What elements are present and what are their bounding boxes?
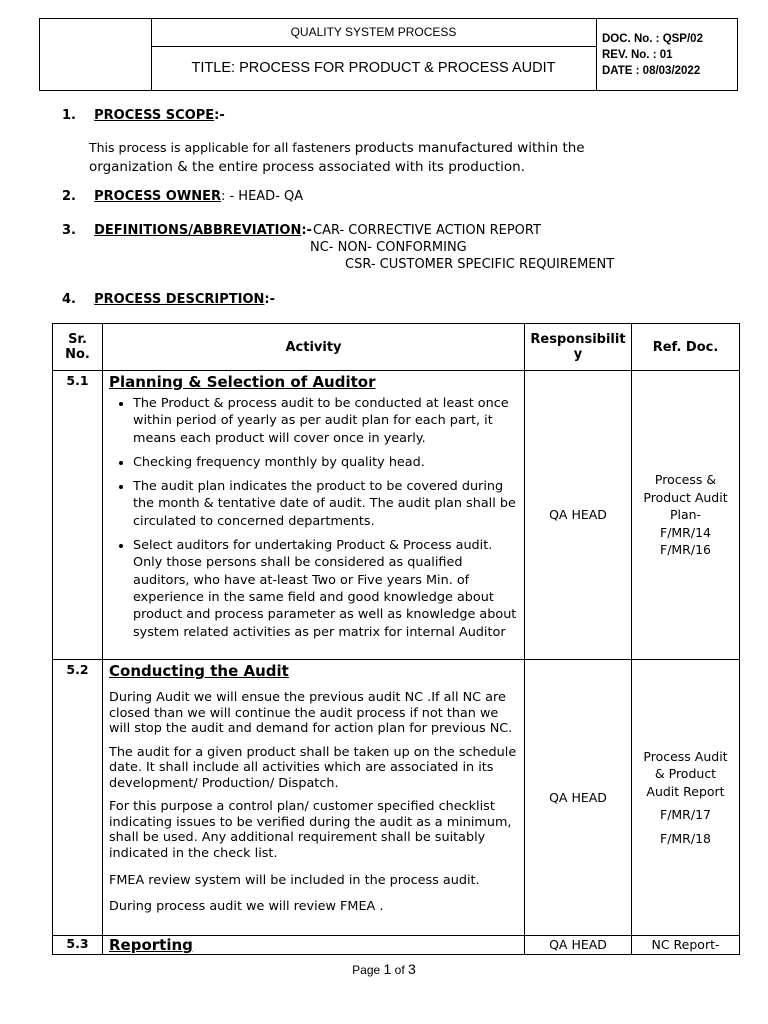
definition-csr: CSR- CUSTOMER SPECIFIC REQUIREMENT xyxy=(345,257,615,272)
header-sr-no: Sr. No. xyxy=(53,324,103,371)
list-item: • The audit plan indicates the product to be covered during the month & tentative date of audit. The audit plan shall be circulated to concerned departments. xyxy=(133,478,518,530)
row-ref-doc: NC Report- xyxy=(632,936,740,955)
row-ref-doc: Process & Product Audit Plan- F/MR/14 F/MR/16 xyxy=(632,371,740,660)
document-date: DATE : 08/03/2022 xyxy=(602,65,701,77)
activity-title: Planning & Selection of Auditor xyxy=(109,373,376,391)
table-row xyxy=(53,936,740,955)
activity-paragraph: FMEA review system will be included in the process audit. xyxy=(109,873,480,888)
activity-paragraph: The audit for a given product shall be taken up on the schedule date. It shall include all activities which are associated in its development/ Production/ Dispatch. xyxy=(109,744,517,791)
row-sr: 5.3 xyxy=(53,936,103,955)
doc-info xyxy=(602,31,703,79)
activity-paragraph: During Audit we will ensue the previous audit NC .If all NC are closed than we will continue the audit process if not than we will stop the audit and demand for action plan for previous NC. xyxy=(109,690,513,736)
table-header-row xyxy=(53,324,740,371)
row-sr: 5.1 xyxy=(53,371,103,660)
section-1-text: This process is applicable for all fasteners products manufactured within the organization & the entire process associated with its production. xyxy=(89,140,585,175)
list-item: • The Product & process audit to be conducted at least once within period of yearly as per audit plan for each part, it means each product will cover once in yearly. xyxy=(133,395,518,447)
section-4-title: PROCESS DESCRIPTION xyxy=(94,292,265,307)
activity-title: Conducting the Audit xyxy=(109,662,289,680)
section-2-title: PROCESS OWNER xyxy=(94,189,221,204)
page-footer: Page 1 of 3 xyxy=(352,961,416,977)
activity-bullets xyxy=(109,395,518,641)
table-row xyxy=(53,371,740,660)
row-activity xyxy=(103,936,525,955)
process-table xyxy=(52,323,740,955)
row-responsibility: QA HEAD xyxy=(525,371,632,660)
row-activity xyxy=(103,660,525,936)
list-item: • Select auditors for undertaking Product & Process audit. Only those persons shall be considered as qualified auditors, who have at-least Two or Five years Min. of experience in the same field and good knowledge about product and process parameter as well as knowledge about system related activities as per matrix for internal Auditor xyxy=(133,537,518,641)
row-responsibility: QA HEAD xyxy=(525,936,632,955)
section-1-heading: 1. PROCESS SCOPE:- xyxy=(62,108,225,123)
page-number: 1 xyxy=(383,961,392,977)
activity-paragraph: During process audit we will review FMEA . xyxy=(109,898,384,914)
activity-title: Reporting xyxy=(109,936,193,954)
section-3-title: DEFINITIONS/ABBREVIATION xyxy=(94,223,302,238)
header-title-cell xyxy=(151,19,597,90)
row-activity xyxy=(103,371,525,660)
header-activity: Activity xyxy=(103,324,525,371)
page-total: 3 xyxy=(408,961,416,977)
section-1-title: PROCESS SCOPE xyxy=(94,108,215,123)
section-3-heading: 3. DEFINITIONS/ABBREVIATION:- xyxy=(62,223,312,238)
document-title: TITLE: PROCESS FOR PRODUCT & PROCESS AUDIT xyxy=(191,60,556,76)
document-header xyxy=(39,18,738,91)
list-item: • Checking frequency monthly by quality head. xyxy=(133,454,518,471)
quality-system-title: QUALITY SYSTEM PROCESS xyxy=(151,19,596,47)
logo-cell xyxy=(40,19,152,90)
row-sr: 5.2 xyxy=(53,660,103,936)
row-responsibility: QA HEAD xyxy=(525,660,632,936)
section-2-heading: 2. PROCESS OWNER: - HEAD- QA xyxy=(62,189,304,204)
doc-number: DOC. No. : QSP/02 xyxy=(602,33,703,45)
revision-number: REV. No. : 01 xyxy=(602,49,673,61)
header-ref-doc: Ref. Doc. xyxy=(632,324,740,371)
table-row xyxy=(53,660,740,936)
header-responsibility: Responsibility xyxy=(525,324,632,371)
definition-car: CAR- CORRECTIVE ACTION REPORT xyxy=(313,223,541,238)
activity-paragraph: For this purpose a control plan/ customer specified checklist indicating issues to be verified during the audit as a minimum, shall be used. Any additional requirement shall be suitably indicated in the check list. xyxy=(109,799,512,861)
row-ref-doc: Process Audit & Product Audit Report F/MR/17 F/MR/18 xyxy=(632,660,740,936)
definition-nc: NC- NON- CONFORMING xyxy=(310,240,467,255)
section-4-heading: 4. PROCESS DESCRIPTION:- xyxy=(62,292,275,307)
